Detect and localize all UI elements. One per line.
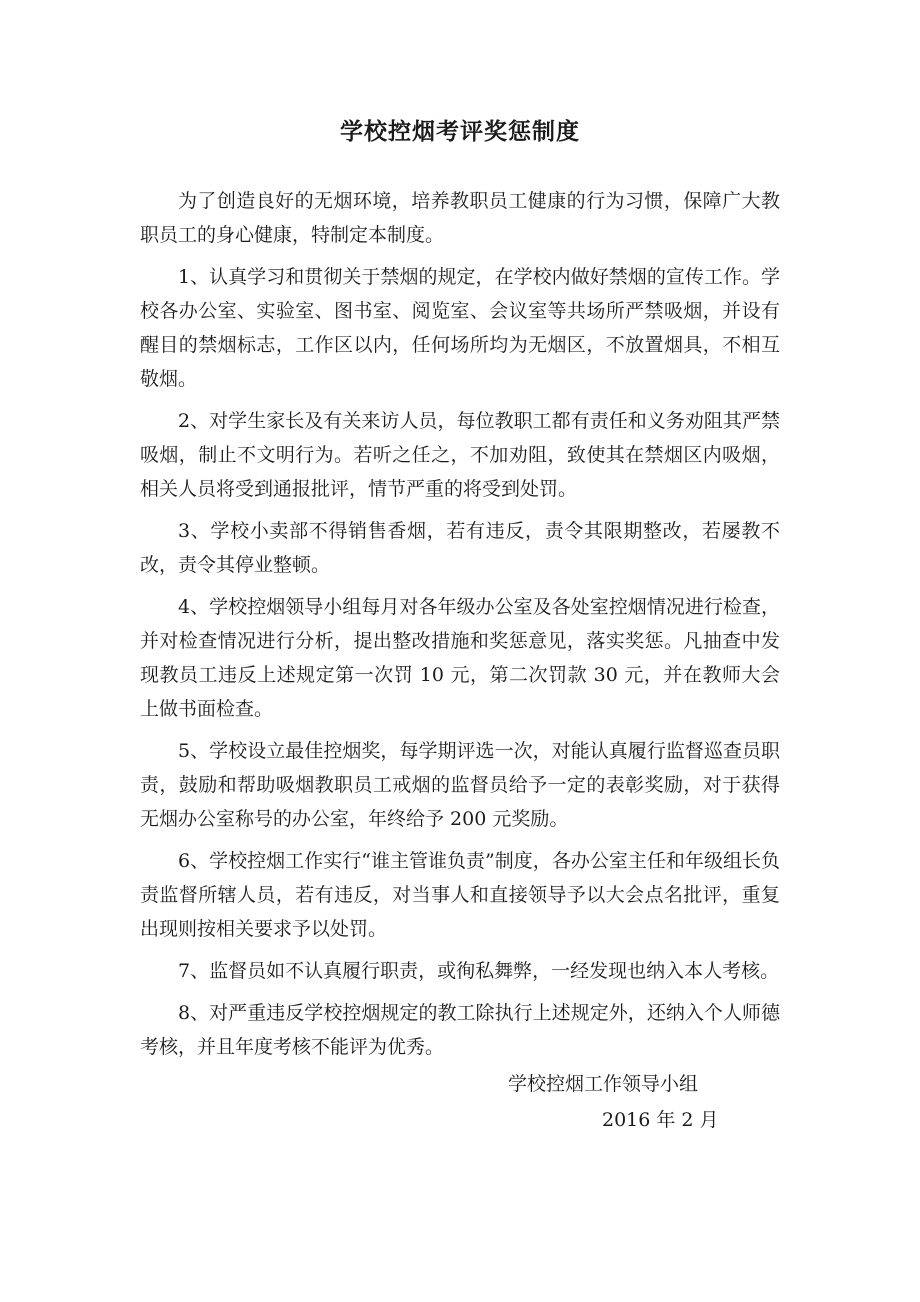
- clause-6: 6、学校控烟工作实行“谁主管谁负责”制度，各办公室主任和年级组长负责监督所辖人员，若有违反，对当事人和直接领导予以大会点名批评，重复出现则按相关要求予以处罚。: [140, 850, 780, 940]
- clause-2: 2、对学生家长及有关来访人员，每位教职工都有责任和义务劝阻其严禁吸烟，制止不文明行为。若听之任之，不加劝阻，致使其在禁烟区内吸烟，相关人员将受到通报批评，情节严重的将受到处罚。: [140, 410, 780, 500]
- document-body: [140, 184, 780, 1064]
- clause-5: 5、学校设立最佳控烟奖，每学期评选一次，对能认真履行监督巡查员职责，鼓励和帮助吸烟教职员工戒烟的监督员给予一定的表彰奖励，对于获得无烟办公室称号的办公室，年终给予 200 元奖励。: [140, 740, 780, 830]
- signature-organization: 学校控烟工作领导小组: [508, 1073, 699, 1095]
- clause-8: 8、对严重违反学校控烟规定的教工除执行上述规定外，还纳入个人师德考核，并且年度考核不能评为优秀。: [140, 1002, 780, 1058]
- intro-paragraph: 为了创造良好的无烟环境，培养教职员工健康的行为习惯，保障广大教职员工的身心健康，特制定本制度。: [140, 190, 780, 246]
- document-title: 学校控烟考评奖惩制度: [340, 118, 580, 145]
- clause-3: 3、学校小卖部不得销售香烟，若有违反，责令其限期整改，若屡教不改，责令其停业整顿。: [140, 520, 780, 576]
- clause-4: 4、学校控烟领导小组每月对各年级办公室及各处室控烟情况进行检查，并对检查情况进行分析，提出整改措施和奖惩意见，落实奖惩。凡抽查中发现教员工违反上述规定第一次罚 10 元，第二次罚款 30 元，并在教师大会上做书面检查。: [140, 596, 780, 720]
- signature-date: 2016 年 2 月: [602, 1109, 719, 1131]
- clause-7: 7、监督员如不认真履行职责，或徇私舞弊，一经发现也纳入本人考核。: [178, 960, 780, 982]
- clause-1: 1、认真学习和贯彻关于禁烟的规定，在学校内做好禁烟的宣传工作。学校各办公室、实验室、图书室、阅览室、会议室等共场所严禁吸烟，并设有醒目的禁烟标志，工作区以内，任何场所均为无烟区，不放置烟具，不相互敬烟。: [140, 266, 780, 390]
